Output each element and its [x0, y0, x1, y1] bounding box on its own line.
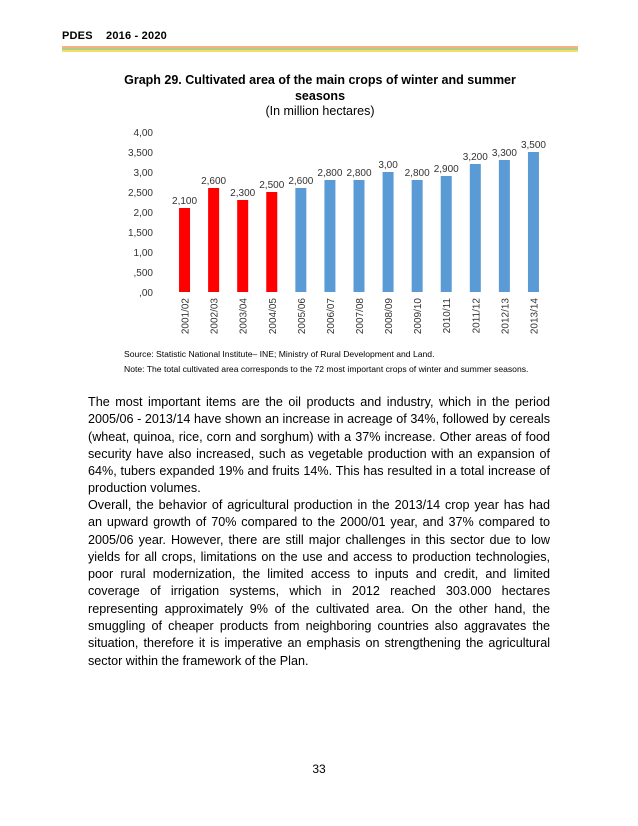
- chart-source: Source: Statistic National Institute– INE; Ministry of Rural Development and Land.: [124, 349, 435, 359]
- bar: [295, 188, 306, 292]
- data-label: 2,800: [346, 168, 372, 179]
- x-tick-label: 2005/06: [296, 298, 308, 335]
- data-label: 3,200: [462, 152, 488, 163]
- bar: [412, 180, 423, 292]
- bar: [324, 180, 335, 292]
- y-tick-label: 4,00: [133, 128, 153, 139]
- chart-title: Graph 29. Cultivated area of the main crops of winter and summer seasons: [124, 73, 516, 103]
- x-tick-label: 2006/07: [325, 298, 337, 335]
- body-paragraph-2: Overall, the behavior of agricultural production in the 2013/14 crop year has had an upward growth of 70% compared to the 2000/01 year, and 37% compared to 2005/06 year. However, there are still major challenges in this sector due to low yields for all crops, limitations on the use and access to production technologies, poor rural modernization, the limited access to inputs and credit, and limited coverage of irrigation systems, which in 2012 reached 303.000 hectares representing approximately 9% of the cultivated area. On the other hand, the smuggling of cheaper products from neighboring countries also aggravates the situation, therefore it is imperative an emphasis on strengthening the agricultural sector within the framework of the Plan.: [88, 498, 550, 668]
- x-tick-label: 2011/12: [471, 298, 483, 334]
- bar: [441, 176, 452, 292]
- data-label: 2,300: [230, 188, 256, 199]
- header-stripe-bottom: [62, 50, 578, 52]
- x-tick-label: 2004/05: [267, 298, 279, 335]
- y-tick-label: 2,500: [127, 188, 153, 199]
- bar: [354, 180, 365, 292]
- bar: [383, 172, 394, 292]
- x-tick-label: 2010/11: [442, 298, 454, 334]
- data-label: 2,600: [288, 176, 314, 187]
- data-label: 2,600: [201, 176, 227, 187]
- data-label: 2,800: [317, 168, 343, 179]
- header-years: 2016 - 2020: [106, 30, 167, 42]
- bar: [237, 200, 248, 292]
- y-tick-label: 1,500: [127, 228, 153, 239]
- data-label: 2,100: [172, 196, 198, 207]
- header-brand: PDES: [62, 30, 93, 42]
- bar: [470, 164, 481, 292]
- chart-note: Note: The total cultivated area corresponds to the 72 most important crops of winter and summer seasons.: [124, 364, 529, 374]
- x-tick-label: 2013/14: [529, 298, 541, 335]
- data-label: 3,500: [520, 140, 546, 151]
- y-tick-label: 2,00: [133, 208, 153, 219]
- y-tick-label: 3,00: [133, 168, 153, 179]
- x-tick-label: 2007/08: [355, 298, 366, 335]
- running-header: [62, 30, 167, 42]
- data-label: 2,500: [259, 180, 285, 191]
- x-tick-label: 2012/13: [500, 298, 512, 335]
- x-tick-label: 2002/03: [209, 298, 221, 335]
- bar: [528, 152, 539, 292]
- chart-subtitle: (In million hectares): [265, 104, 375, 118]
- page-number: 33: [312, 762, 326, 776]
- x-tick-label: 2001/02: [180, 298, 192, 335]
- bar: [266, 192, 277, 292]
- bar: [499, 160, 510, 292]
- y-tick-label: 3,500: [127, 148, 153, 159]
- x-tick-label: 2003/04: [238, 298, 250, 335]
- x-tick-label: 2009/10: [413, 298, 425, 335]
- data-label: 2,800: [404, 168, 430, 179]
- body-paragraph-1: The most important items are the oil products and industry, which in the period 2005/06 - 2013/14 have shown an increase in acreage of 34%, followed by cereals (wheat, quinoa, rice, corn and sorghum) with a 37% increase. Other areas of food security have also increased, such as vegetable production with an expansion of 64%, tubers expanded 19% and fruits 14%. This has resulted in a total increase of production volumes.: [88, 395, 550, 496]
- data-label: 2,900: [433, 164, 459, 175]
- y-tick-label: ,00: [139, 288, 153, 299]
- y-tick-label: ,500: [133, 268, 153, 279]
- data-label: 3,00: [378, 160, 398, 171]
- data-label: 3,300: [491, 148, 517, 159]
- bar-chart: [100, 120, 560, 340]
- bar: [208, 188, 219, 292]
- bar: [179, 208, 190, 292]
- x-tick-label: 2008/09: [384, 298, 396, 335]
- y-tick-label: 1,00: [133, 248, 153, 259]
